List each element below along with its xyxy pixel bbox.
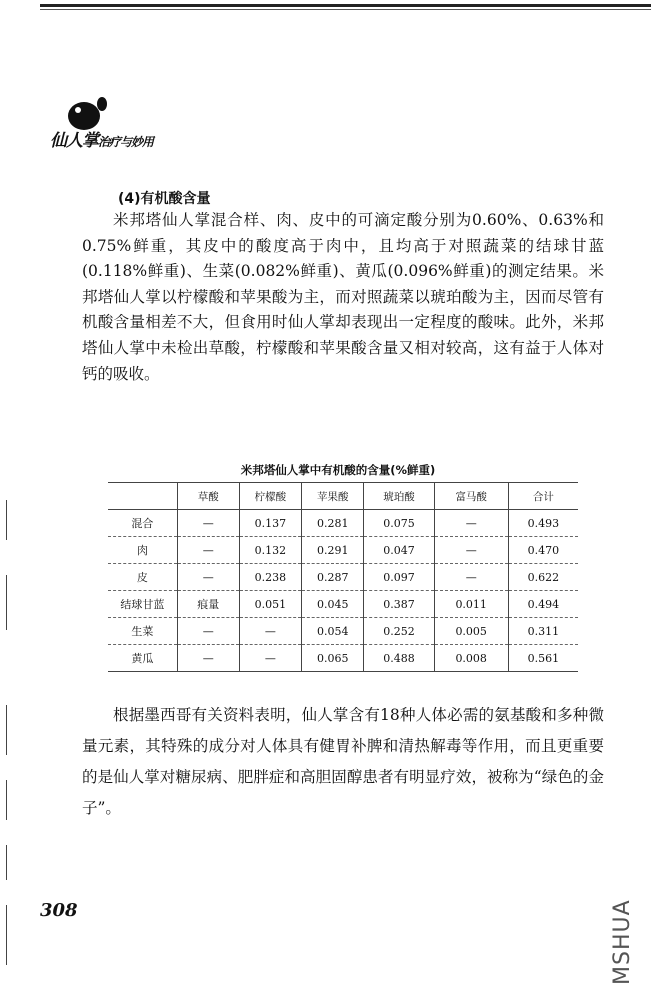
row-label: 混合 [108,510,177,537]
table-cell: 0.622 [508,564,578,591]
table-row [108,645,578,672]
margin-mark [6,845,7,880]
table-cell: 0.132 [239,537,301,564]
table-row [108,618,578,645]
header-cell: 合计 [508,483,578,510]
header-cell: 柠檬酸 [239,483,301,510]
table-cell: 0.470 [508,537,578,564]
paragraph-text: 米邦塔仙人掌混合样、肉、皮中的可滴定酸分别为0.60%、0.63%和0.75%鲜重，其皮中的酸度高于肉中，且均高于对照蔬菜的结球甘蓝(0.118%鲜重)、生菜(0.082%鲜重)、黄瓜(0.096%鲜重)的测定结果。米邦塔仙人掌以柠檬酸和苹果酸为主，而对照蔬菜以琥珀酸为主，因而尽管有机酸含量相差不大，但食用时仙人掌却表现出一定程度的酸味。此外，米邦塔仙人掌中未检出草酸，柠檬酸和苹果酸含量又相对较高，这有益于人体对钙的吸收。 [82,211,604,383]
table-cell: 0.005 [434,618,508,645]
watermark: MSHUA [610,899,635,985]
table-cell: 0.011 [434,591,508,618]
header-cell: 富马酸 [434,483,508,510]
table-cell: — [239,645,301,672]
row-label: 生菜 [108,618,177,645]
table-cell: — [177,537,239,564]
table-title: 米邦塔仙人掌中有机酸的含量(%鲜重) [240,463,436,477]
table-cell: — [239,618,301,645]
table-cell: 0.561 [508,645,578,672]
table-cell: — [434,537,508,564]
table-row [108,510,578,537]
table-cell: 0.238 [239,564,301,591]
table-row [108,537,578,564]
header-cell: 苹果酸 [302,483,364,510]
table-cell: 0.291 [302,537,364,564]
section-heading: (4)有机酸含量 [118,191,211,207]
margin-mark [6,575,7,630]
table-cell: — [434,564,508,591]
row-label: 肉 [108,537,177,564]
logo-text: 仙人掌治疗与妙用 [50,131,154,151]
table-cell: 0.065 [302,645,364,672]
paragraph-text: 根据墨西哥有关资料表明，仙人掌含有18种人体必需的氨基酸和多种微量元素，其特殊的成分对人体具有健胃补脾和清热解毒等作用，而且更重要的是仙人掌对糖尿病、肥胖症和高胆固醇患者有明显疗效，被称为“绿色的金子”。 [82,706,604,817]
table-cell: 0.137 [239,510,301,537]
table-cell: 0.281 [302,510,364,537]
table-cell: 0.493 [508,510,578,537]
row-label: 结球甘蓝 [108,591,177,618]
table-cell: — [434,510,508,537]
row-label: 黄瓜 [108,645,177,672]
top-rule [40,4,651,7]
table-cell: — [177,645,239,672]
header-cell [108,483,177,510]
table-cell: 0.311 [508,618,578,645]
table-cell: 痕量 [177,591,239,618]
table-cell: 0.287 [302,564,364,591]
table-cell: 0.097 [364,564,434,591]
logo-subtitle: 治疗与妙用 [98,135,154,149]
margin-mark [6,500,7,540]
table-cell: 0.488 [364,645,434,672]
table-row [108,591,578,618]
header-cell: 草酸 [177,483,239,510]
table-cell: 0.054 [302,618,364,645]
top-rule-thin [40,9,651,10]
table-cell: — [177,564,239,591]
body-paragraph-1 [82,208,604,387]
table-cell: 0.252 [364,618,434,645]
table-cell: — [177,510,239,537]
margin-mark [6,905,7,965]
table-cell: 0.387 [364,591,434,618]
table-cell: 0.047 [364,537,434,564]
table-cell: 0.045 [302,591,364,618]
body-paragraph-2 [82,700,604,824]
table-cell: 0.051 [239,591,301,618]
table-cell: 0.008 [434,645,508,672]
page-number: 308 [40,900,78,921]
book-logo [42,92,222,162]
margin-mark [6,705,7,755]
row-label: 皮 [108,564,177,591]
table-row [108,564,578,591]
table-cell: — [177,618,239,645]
margin-mark [6,780,7,820]
table-cell: 0.075 [364,510,434,537]
table-header-row [108,483,578,510]
organic-acid-table [108,482,578,672]
table-cell: 0.494 [508,591,578,618]
header-cell: 琥珀酸 [364,483,434,510]
